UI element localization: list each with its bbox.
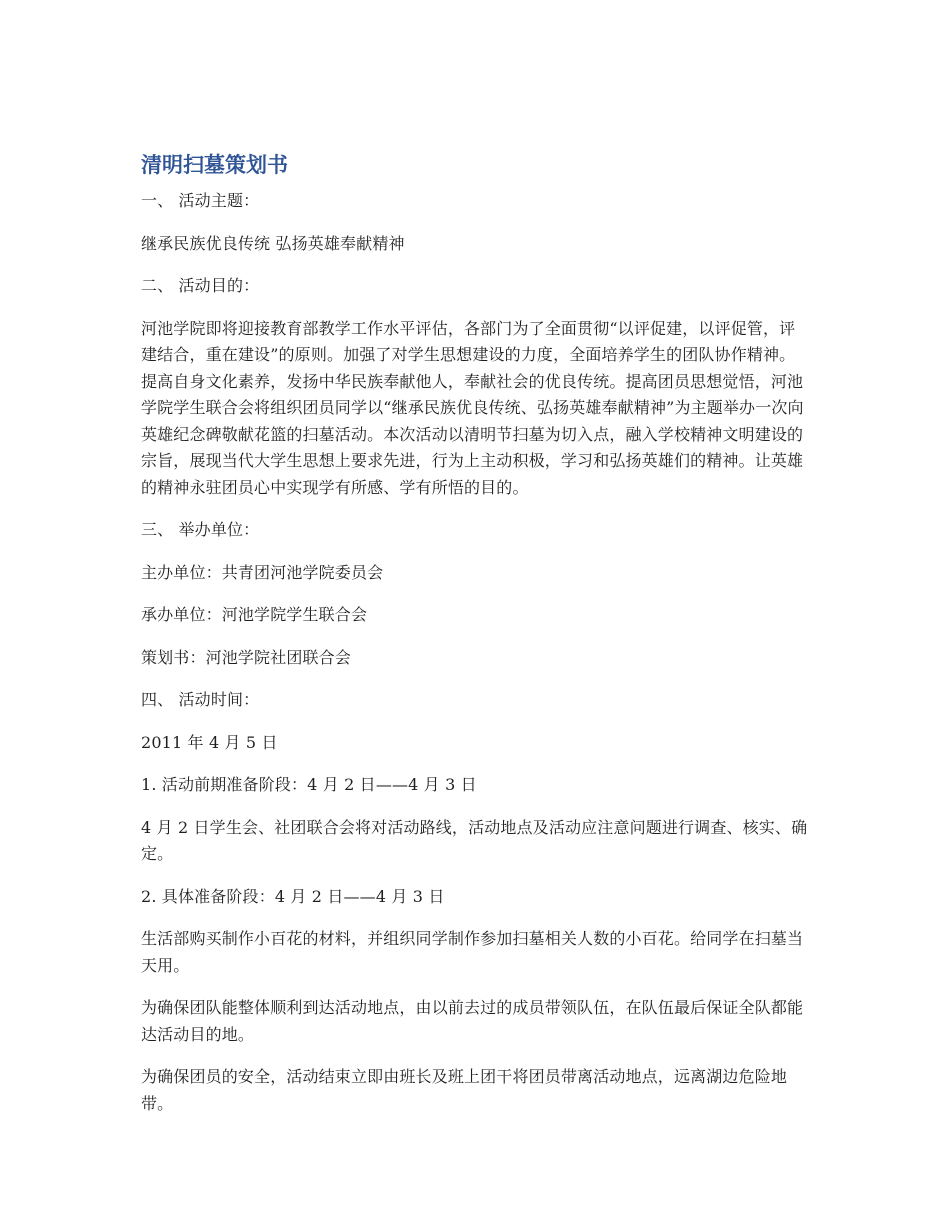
section-heading-purpose: 二、 活动目的： [141, 276, 260, 295]
host-unit: 主办单位：共青团河池学院委员会 [141, 562, 384, 582]
document-page [141, 148, 811, 1133]
organizer-unit: 承办单位：河池学院学生联合会 [141, 605, 368, 624]
section-heading-organizers: 三、 举办单位： [141, 520, 260, 539]
theme-text: 继承民族优良传统 弘扬英雄奉献精神 [141, 233, 405, 253]
purpose-paragraph: 河池学院即将迎接教育部教学工作水平评估，各部门为了全面贯彻“以评促建，以评促管，评建结合，重在建设”的原则。加强了对学生思想建设的力度，全面培养学生的团队协作精神。提高自身文化素养，发扬中华民族奉献他人，奉献社会的优良传统。提高团员思想觉悟，河池学院学生联合会将组织团员同学以“继承民族优良传统、弘扬英雄奉献精神”为主题举办一次向英雄纪念碑敬献花篮的扫墓活动。本次活动以清明节扫墓为切入点，融入学校精神文明建设的宗旨，展现当代大学生思想上要求先进，行为上主动积极，学习和弘扬英雄们的精神。让英雄的精神永驻团员心中实现学有所感、学有所悟的目的。 [141, 318, 804, 497]
section-heading-theme: 一、 活动主题： [141, 191, 260, 210]
prep-stage-heading: 1. 活动前期准备阶段：4 月 2 日——4 月 3 日 [141, 775, 477, 794]
document-title: 清明扫墓策划书 [141, 153, 288, 177]
section-heading-time: 四、 活动时间： [141, 690, 260, 709]
planner-unit: 策划书：河池学院社团联合会 [141, 647, 351, 667]
detail-stage-text: 生活部购买制作小百花的材料，并组织同学制作参加扫墓相关人数的小百花。给同学在扫墓当天用。 [141, 929, 804, 975]
safety-text: 为确保团员的安全，活动结束立即由班长及班上团干将团员带离活动地点，远离湖边危险地带。 [141, 1067, 788, 1113]
detail-stage-heading: 2. 具体准备阶段：4 月 2 日——4 月 3 日 [141, 886, 445, 906]
event-date: 2011 年 4 月 5 日 [141, 732, 278, 752]
team-arrival-text: 为确保团队能整体顺利到达活动地点，由以前去过的成员带领队伍，在队伍最后保证全队都能达活动目的地。 [141, 998, 804, 1044]
prep-stage-text: 4 月 2 日学生会、社团联合会将对活动路线，活动地点及活动应注意问题进行调查、核实、确定。 [141, 817, 808, 863]
